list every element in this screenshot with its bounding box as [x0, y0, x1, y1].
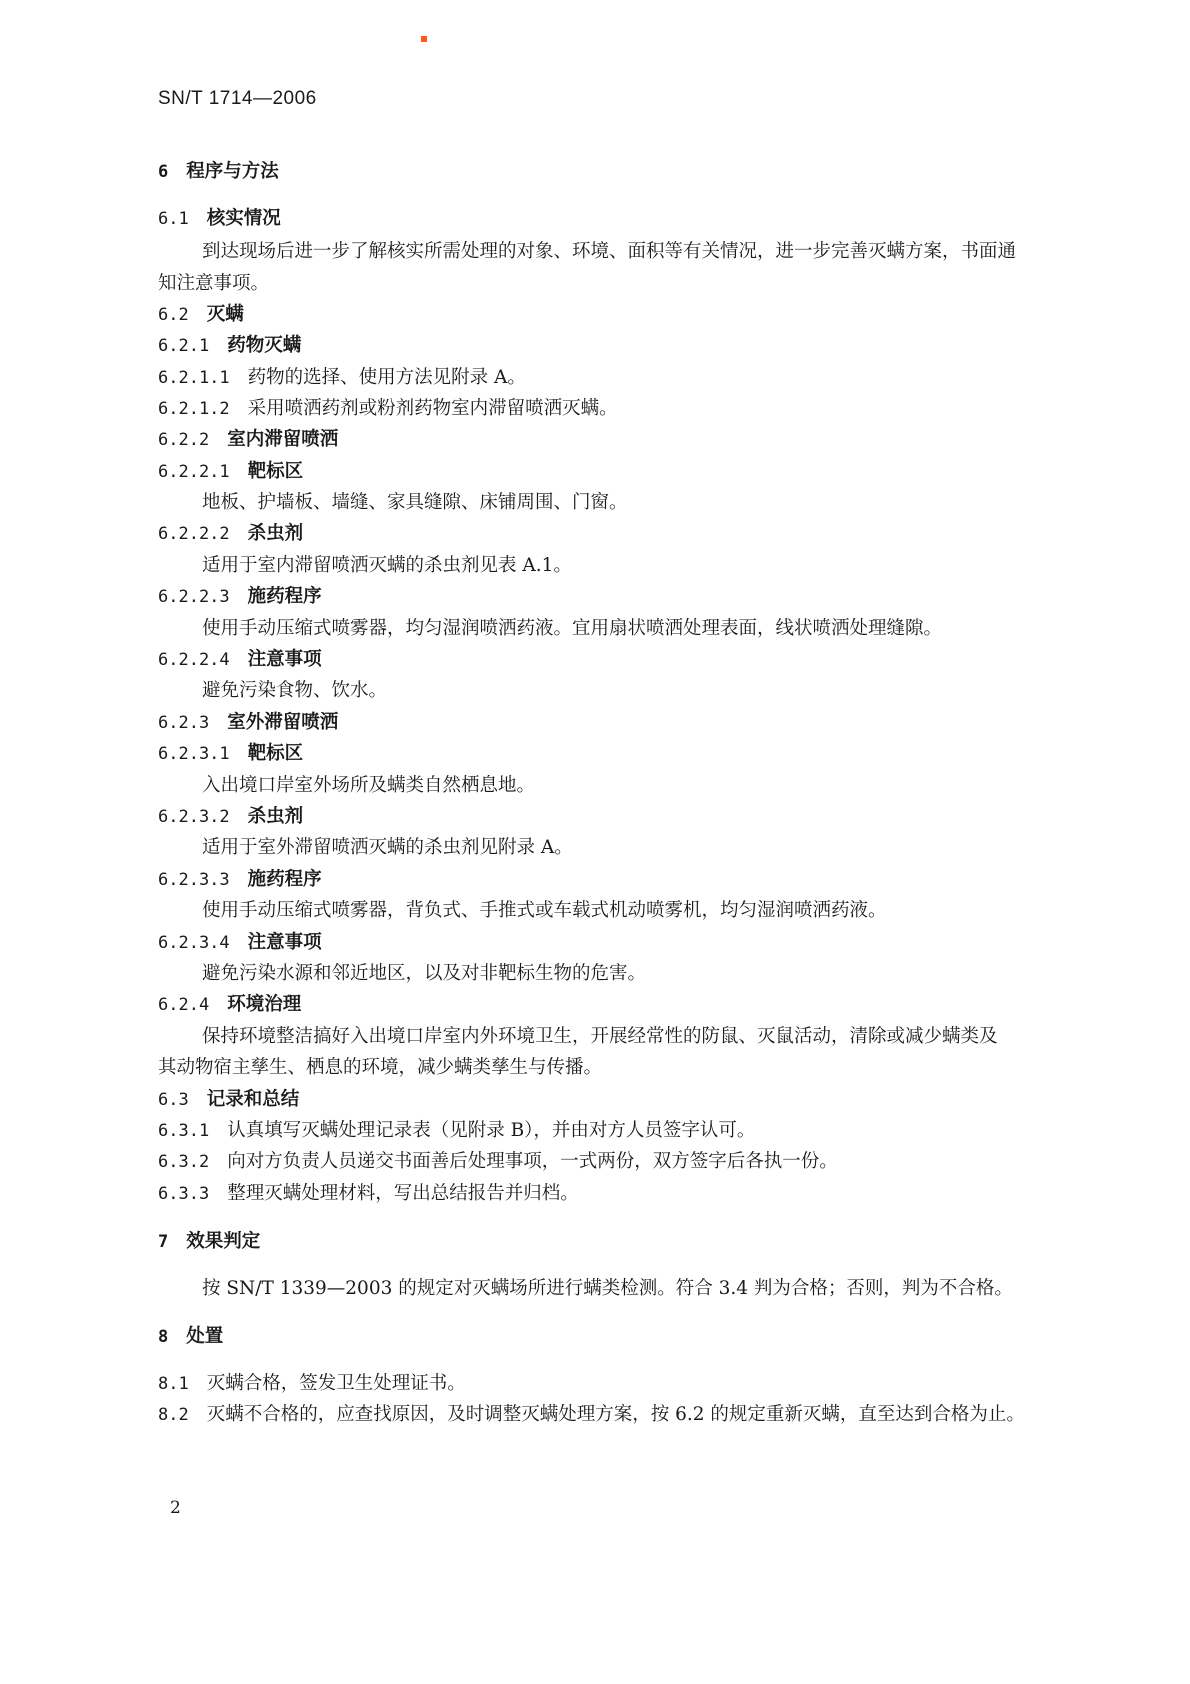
body-text: 知注意事项。: [158, 273, 270, 294]
clause-item: [158, 397, 618, 421]
body-text: 按 SN/T 1339—2003 的规定对灭螨场所进行螨类检测。符合 3.4 判为合格；否则，判为不合格。: [202, 1278, 1013, 1299]
section-heading: [158, 805, 303, 829]
body-text: 其动物宿主孳生、栖息的环境，减少螨类孳生与传播。: [158, 1057, 603, 1078]
clause-title: 灭螨: [206, 304, 244, 325]
clause-item: [158, 1150, 838, 1174]
clause-title: 杀虫剂: [247, 523, 304, 544]
body-text: 保持环境整洁搞好入出境口岸室内外环境卫生，开展经常性的防鼠、灭鼠活动，清除或减少螨类及: [202, 1026, 998, 1047]
section-heading: [158, 742, 303, 766]
section-heading: [158, 993, 301, 1017]
clause-title: 处置: [186, 1326, 224, 1347]
clause-title: 效果判定: [186, 1231, 261, 1252]
clause-number: 6.2.2.4: [158, 650, 230, 670]
clause-number: 6.1: [158, 209, 189, 229]
clause-number: 6.3.1: [158, 1121, 210, 1141]
clause-title: 记录和总结: [206, 1089, 300, 1110]
clause-item: [158, 1119, 755, 1143]
clause-number: 6.2.2.3: [158, 587, 230, 607]
clause-text: 整理灭螨处理材料，写出总结报告并归档。: [227, 1183, 579, 1204]
section-heading: [158, 1088, 299, 1112]
clause-number: 6.2.1.2: [158, 399, 230, 419]
clause-number: 6.2.3.1: [158, 744, 230, 764]
section-heading: [158, 334, 301, 358]
section-heading: [158, 931, 322, 955]
clause-title: 靶标区: [247, 743, 304, 764]
clause-number: 6.2.1: [158, 336, 210, 356]
clause-number: 6.2.2.2: [158, 524, 230, 544]
clause-number: 6.2.2: [158, 430, 210, 450]
body-text: 避免污染食物、饮水。: [202, 680, 388, 701]
clause-text: 灭螨不合格的，应查找原因，及时调整灭螨处理方案，按 6.2 的规定重新灭螨，直至达到合格为止。: [206, 1404, 1025, 1425]
body-text: 地板、护墙板、墙缝、家具缝隙、床铺周围、门窗。: [202, 492, 628, 513]
clause-number: 8.2: [158, 1405, 189, 1425]
body-text: 到达现场后进一步了解核实所需处理的对象、环境、面积等有关情况，进一步完善灭螨方案，书面通: [202, 241, 1017, 262]
clause-number: 6.2.4: [158, 995, 210, 1015]
clause-title: 杀虫剂: [247, 806, 304, 827]
clause-number: 6.2.3.2: [158, 807, 230, 827]
body-text: 入出境口岸室外场所及螨类自然栖息地。: [202, 775, 536, 796]
clause-item: [158, 1372, 466, 1396]
section-heading: [158, 428, 338, 452]
clause-item: [158, 1403, 1025, 1427]
clause-title: 核实情况: [206, 208, 281, 229]
clause-text: 向对方负责人员递交书面善后处理事项，一式两份，双方签字后各执一份。: [227, 1151, 838, 1172]
section-heading: [158, 522, 303, 546]
clause-title: 注意事项: [247, 649, 322, 670]
section-heading: [158, 160, 279, 184]
clause-item: [158, 1182, 579, 1206]
section-heading: [158, 1325, 223, 1349]
clause-number: 6.3.2: [158, 1152, 210, 1172]
clause-text: 灭螨合格，签发卫生处理证书。: [206, 1373, 466, 1394]
section-heading: [158, 303, 244, 327]
clause-text: 采用喷洒药剂或粉剂药物室内滞留喷洒灭螨。: [247, 398, 618, 419]
body-text: 使用手动压缩式喷雾器，均匀湿润喷洒药液。宜用扇状喷洒处理表面，线状喷洒处理缝隙。: [202, 618, 943, 639]
body-text: 避免污染水源和邻近地区，以及对非靶标生物的危害。: [202, 963, 647, 984]
standard-code: SN/T 1714—2006: [158, 88, 317, 109]
clause-number: 6.2.3.4: [158, 933, 230, 953]
body-text: 适用于室内滞留喷洒灭螨的杀虫剂见表 A.1。: [202, 555, 572, 576]
clause-text: 药物的选择、使用方法见附录 A。: [247, 367, 526, 388]
page-number: 2: [170, 1498, 181, 1518]
clause-number: 8.1: [158, 1374, 189, 1394]
clause-title: 室内滞留喷洒: [227, 429, 339, 450]
orange-mark: [421, 36, 427, 42]
section-heading: [158, 460, 303, 484]
clause-title: 药物灭螨: [227, 335, 302, 356]
clause-title: 注意事项: [247, 932, 322, 953]
clause-number: 6.3: [158, 1090, 189, 1110]
clause-number: 7: [158, 1232, 169, 1252]
section-heading: [158, 868, 322, 892]
body-text: 适用于室外滞留喷洒灭螨的杀虫剂见附录 A。: [202, 837, 573, 858]
section-heading: [158, 711, 338, 735]
body-text: 使用手动压缩式喷雾器，背负式、手推式或车载式机动喷雾机，均匀湿润喷洒药液。: [202, 900, 887, 921]
clause-title: 靶标区: [247, 461, 304, 482]
clause-title: 程序与方法: [186, 161, 279, 182]
section-heading: [158, 585, 322, 609]
clause-title: 施药程序: [247, 869, 322, 890]
clause-number: 6.2.1.1: [158, 368, 230, 388]
clause-number: 6.2.2.1: [158, 462, 230, 482]
clause-title: 室外滞留喷洒: [227, 712, 339, 733]
section-heading: [158, 1230, 260, 1254]
clause-number: 6.2.3.3: [158, 870, 230, 890]
clause-number: 6.2: [158, 305, 189, 325]
section-heading: [158, 207, 281, 231]
clause-title: 施药程序: [247, 586, 322, 607]
clause-number: 6: [158, 162, 169, 182]
clause-title: 环境治理: [227, 994, 302, 1015]
clause-item: [158, 366, 526, 390]
clause-text: 认真填写灭螨处理记录表（见附录 B），并由对方人员签字认可。: [227, 1120, 756, 1141]
section-heading: [158, 648, 322, 672]
clause-number: 6.3.3: [158, 1184, 210, 1204]
clause-number: 8: [158, 1327, 169, 1347]
clause-number: 6.2.3: [158, 713, 210, 733]
